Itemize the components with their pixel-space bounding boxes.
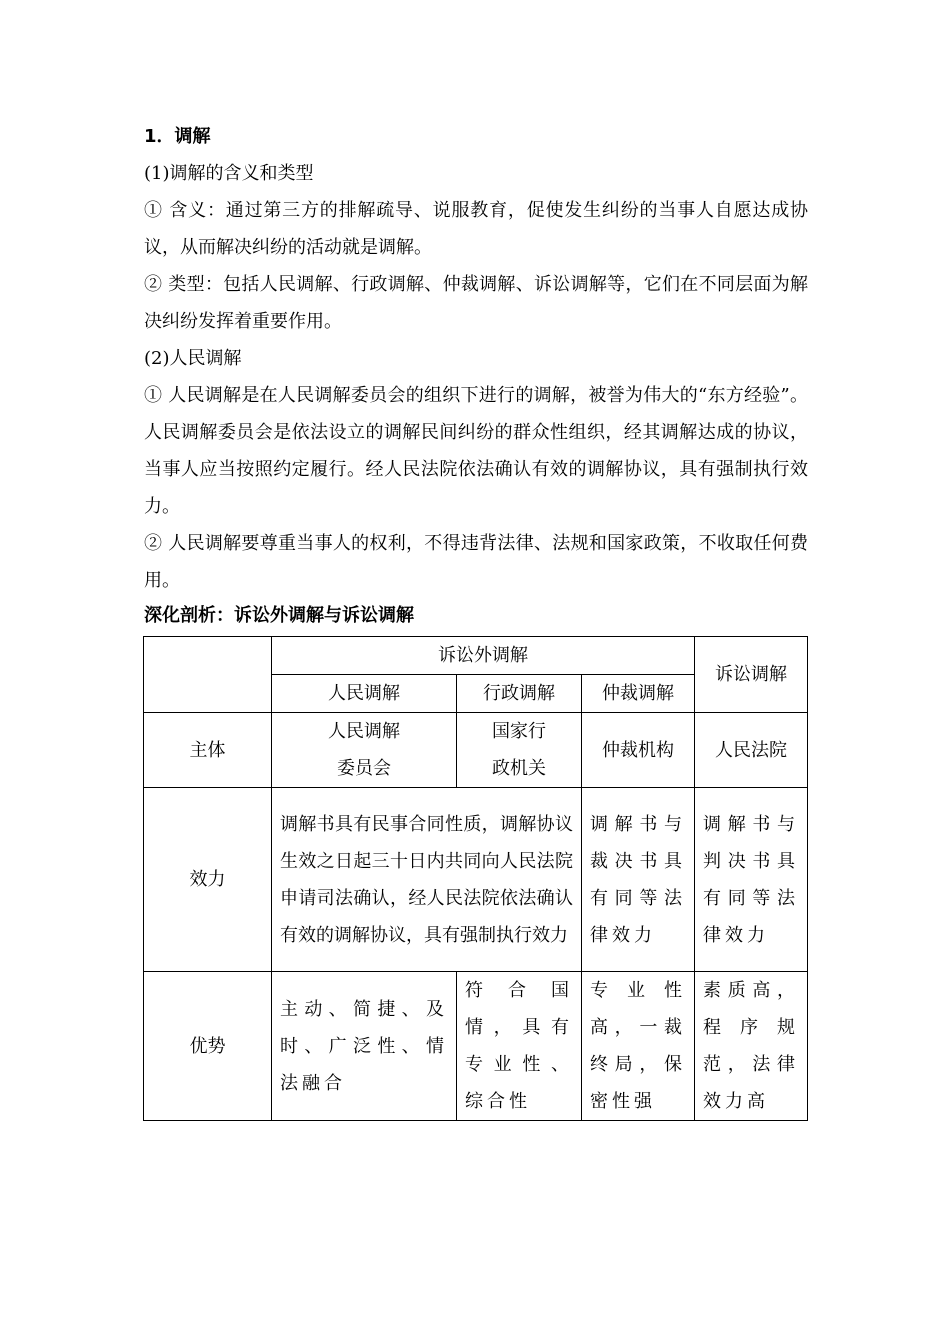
row-label-effect: 效力 [144, 788, 272, 972]
table-row [144, 972, 808, 1121]
cell-line: 委员会 [337, 758, 391, 779]
paragraph-definition: ① 含义：通过第三方的排解疏导、说服教育，促使发生纠纷的当事人自愿达成协议，从而解决纠纷的活动就是调解。 [144, 200, 808, 258]
cell-subject-litigation: 人民法院 [695, 713, 808, 788]
cell-effect-litigation: 调解书与判决书具有同等法律效力 [695, 788, 808, 972]
section-heading: 1．调解 [144, 126, 211, 147]
cell-effect-out-of-court: 调解书具有民事合同性质，调解协议生效之日起三十日内共同向人民法院申请司法确认，经人民法院依法确认有效的调解协议，具有强制执行效力 [272, 788, 582, 972]
cell-line: 人民调解 [328, 721, 400, 742]
row-label-advantage: 优势 [144, 972, 272, 1121]
comparison-table [143, 636, 808, 1121]
cell-adv-litigation: 素质高，程序规范，法律效力高 [695, 972, 808, 1121]
header-litigation: 诉讼调解 [695, 637, 808, 713]
table-row [144, 788, 808, 972]
cell-effect-arbitration: 调解书与裁决书具有同等法律效力 [582, 788, 695, 972]
header-admin-mediation: 行政调解 [457, 675, 582, 713]
subsection-heading: (1)调解的含义和类型 [144, 163, 314, 184]
row-label-subject: 主体 [144, 713, 272, 788]
table-header-row [144, 637, 808, 675]
paragraph-people-mediation-rules: ② 人民调解要尊重当事人的权利，不得违背法律、法规和国家政策，不收取任何费用。 [144, 533, 808, 591]
cell-adv-arbitration: 专业性高，一裁终局，保密性强 [582, 972, 695, 1121]
table-row [144, 713, 808, 788]
cell-subject-arbitration: 仲裁机构 [582, 713, 695, 788]
cell-subject-people [272, 713, 457, 788]
cell-adv-people: 主动、简捷、及时、广泛性、情法融合 [272, 972, 457, 1121]
cell-line: 政机关 [492, 758, 546, 779]
document-body [144, 118, 808, 633]
cell-adv-admin: 符合国情，具有专业性、综合性 [457, 972, 582, 1121]
table-corner-cell [144, 637, 272, 713]
cell-line: 国家行 [492, 721, 546, 742]
header-arbitration-mediation: 仲裁调解 [582, 675, 695, 713]
paragraph-people-mediation: ① 人民调解是在人民调解委员会的组织下进行的调解，被誉为伟大的“东方经验”。人民调解委员会是依法设立的调解民间纠纷的群众性组织，经其调解达成的协议，当事人应当按照约定履行。经人民法院依法确认有效的调解协议，具有强制执行效力。 [144, 385, 808, 517]
cell-subject-admin [457, 713, 582, 788]
header-out-of-court: 诉讼外调解 [272, 637, 695, 675]
paragraph-types: ② 类型：包括人民调解、行政调解、仲裁调解、诉讼调解等，它们在不同层面为解决纠纷发挥着重要作用。 [144, 274, 808, 332]
table-title: 深化剖析：诉讼外调解与诉讼调解 [144, 605, 414, 626]
subsection-heading: (2)人民调解 [144, 348, 242, 369]
header-people-mediation: 人民调解 [272, 675, 457, 713]
